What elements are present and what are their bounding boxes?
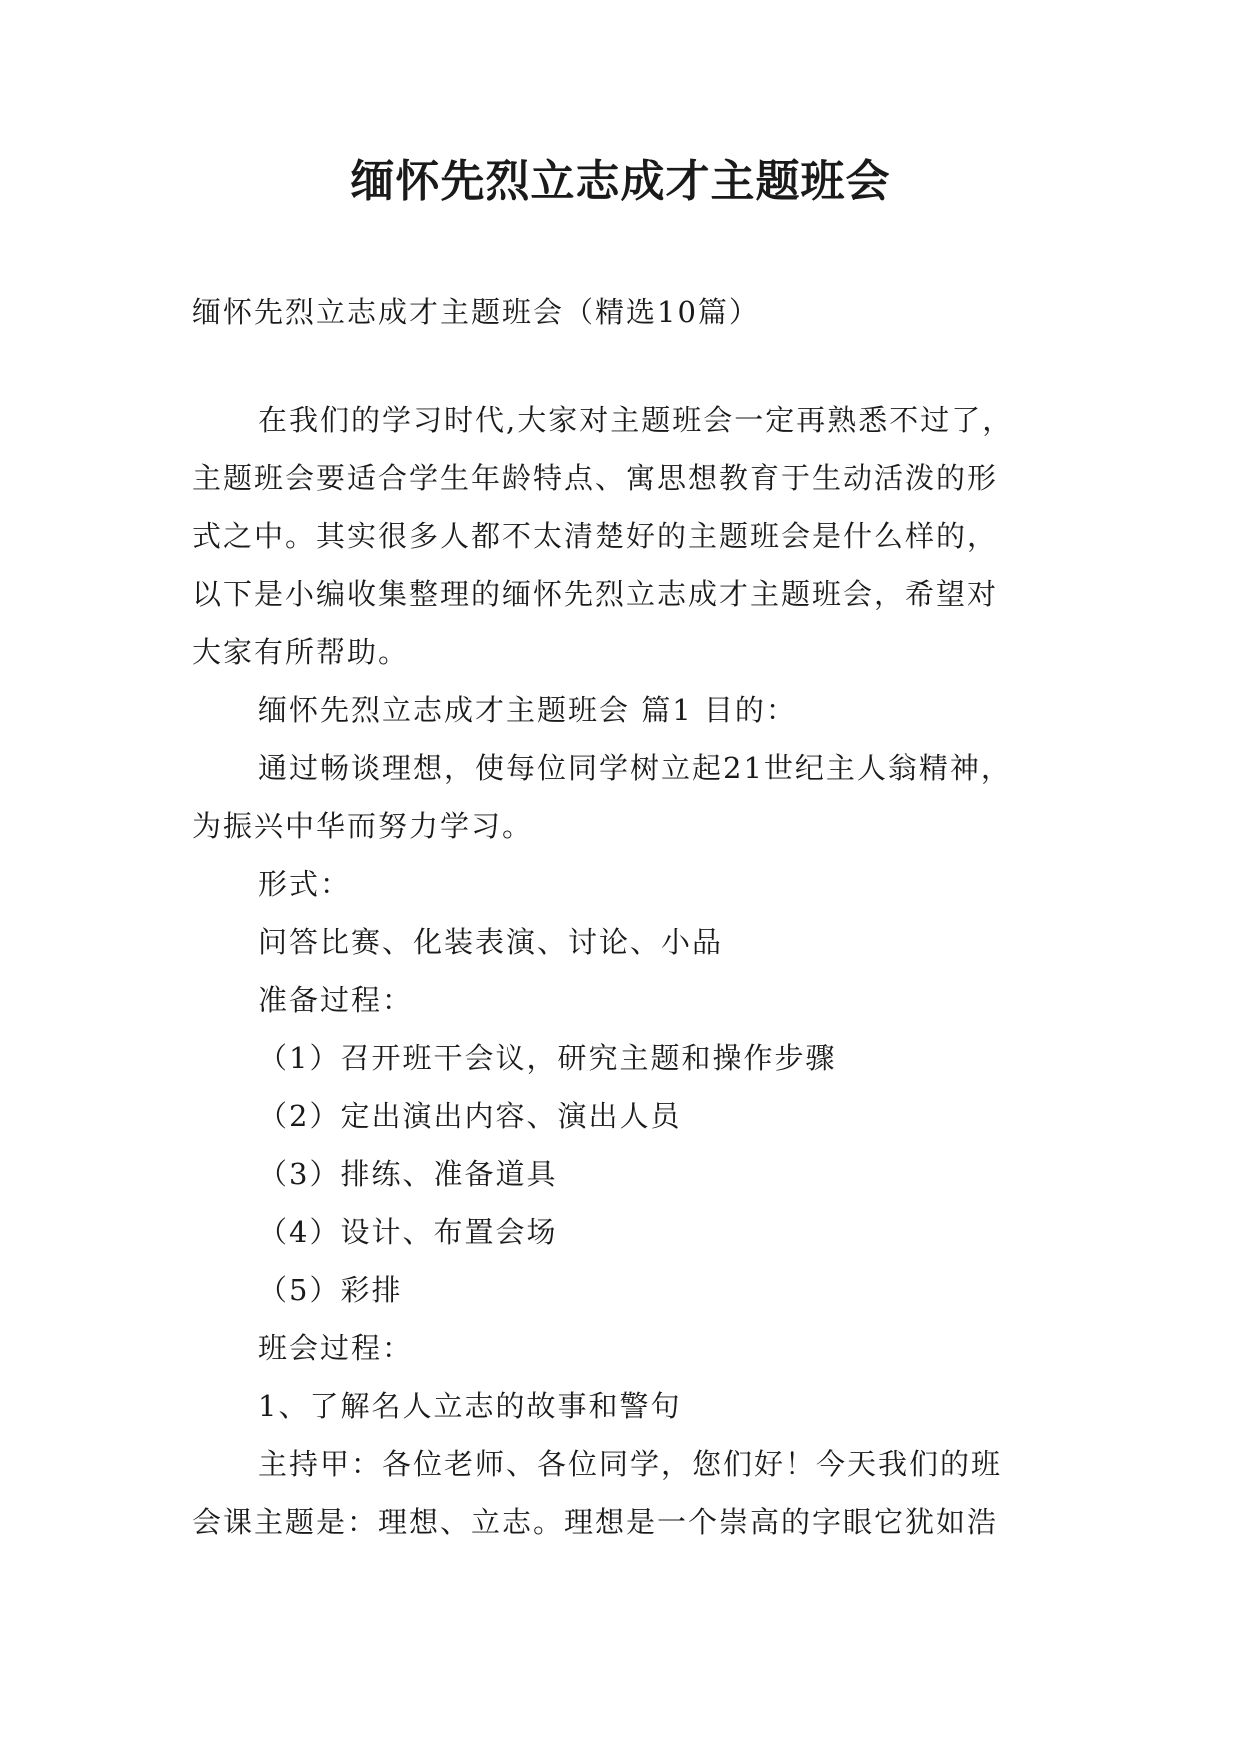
intro-line-5: 大家有所帮助。 bbox=[192, 635, 410, 669]
form-content: 问答比赛、化装表演、讨论、小品 bbox=[258, 925, 724, 959]
intro-line-3: 式之中。其实很多人都不太清楚好的主题班会是什么样的， bbox=[192, 519, 999, 553]
prep-step-1: （1）召开班干会议，研究主题和操作步骤 bbox=[258, 1041, 837, 1075]
purpose-line-1: 通过畅谈理想，使每位同学树立起21世纪主人翁精神， bbox=[258, 751, 1012, 785]
prep-step-5: （5）彩排 bbox=[258, 1273, 403, 1307]
host-line-2: 会课主题是：理想、立志。理想是一个崇高的字眼它犹如浩 bbox=[192, 1505, 999, 1539]
prep-step-2: （2）定出演出内容、演出人员 bbox=[258, 1099, 682, 1133]
prep-step-3: （3）排练、准备道具 bbox=[258, 1157, 558, 1191]
intro-line-4: 以下是小编收集整理的缅怀先烈立志成才主题班会，希望对 bbox=[192, 577, 999, 611]
document-title: 缅怀先烈立志成才主题班会 bbox=[350, 156, 891, 207]
intro-line-2: 主题班会要适合学生年龄特点、寓思想教育于生动活泼的形 bbox=[192, 461, 999, 495]
prep-label: 准备过程： bbox=[258, 983, 414, 1017]
prep-step-4: （4）设计、布置会场 bbox=[258, 1215, 558, 1249]
intro-line-1: 在我们的学习时代,大家对主题班会一定再熟悉不过了， bbox=[258, 403, 1014, 437]
host-line-1: 主持甲：各位老师、各位同学，您们好！今天我们的班 bbox=[258, 1447, 1003, 1481]
form-label: 形式： bbox=[258, 867, 352, 901]
section-heading: 缅怀先烈立志成才主题班会 篇1 目的： bbox=[258, 693, 797, 727]
process-label: 班会过程： bbox=[258, 1331, 414, 1365]
purpose-line-2: 为振兴中华而努力学习。 bbox=[192, 809, 534, 843]
process-item-1: 1、了解名人立志的故事和警句 bbox=[258, 1389, 682, 1423]
document-subtitle: 缅怀先烈立志成才主题班会（精选10篇） bbox=[192, 295, 760, 329]
